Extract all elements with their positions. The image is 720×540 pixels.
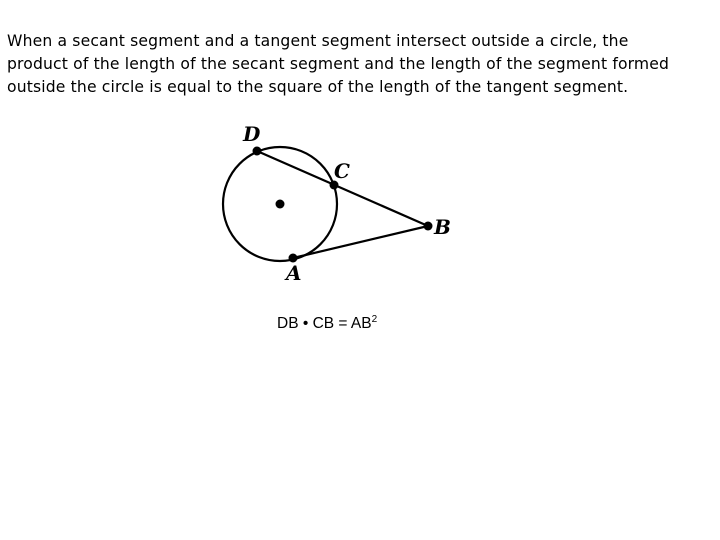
label-b: B — [434, 215, 451, 239]
label-d: D — [243, 122, 261, 146]
theorem-line-2: product of the length of the secant segment and the length of the segment formed — [7, 55, 670, 73]
center-point — [276, 200, 285, 209]
label-a: A — [286, 261, 302, 285]
label-c: C — [334, 159, 350, 183]
formula-body: DB • CB = AB — [277, 315, 372, 332]
tangent-segment-ab — [293, 226, 428, 258]
formula — [277, 314, 377, 333]
point-b — [424, 222, 433, 231]
point-d — [253, 147, 262, 156]
theorem-line-3: outside the circle is equal to the square of the length of the tangent segment. — [7, 78, 629, 96]
formula-exponent: 2 — [371, 314, 378, 325]
theorem-line-1: When a secant segment and a tangent segment intersect outside a circle, the — [7, 32, 629, 50]
